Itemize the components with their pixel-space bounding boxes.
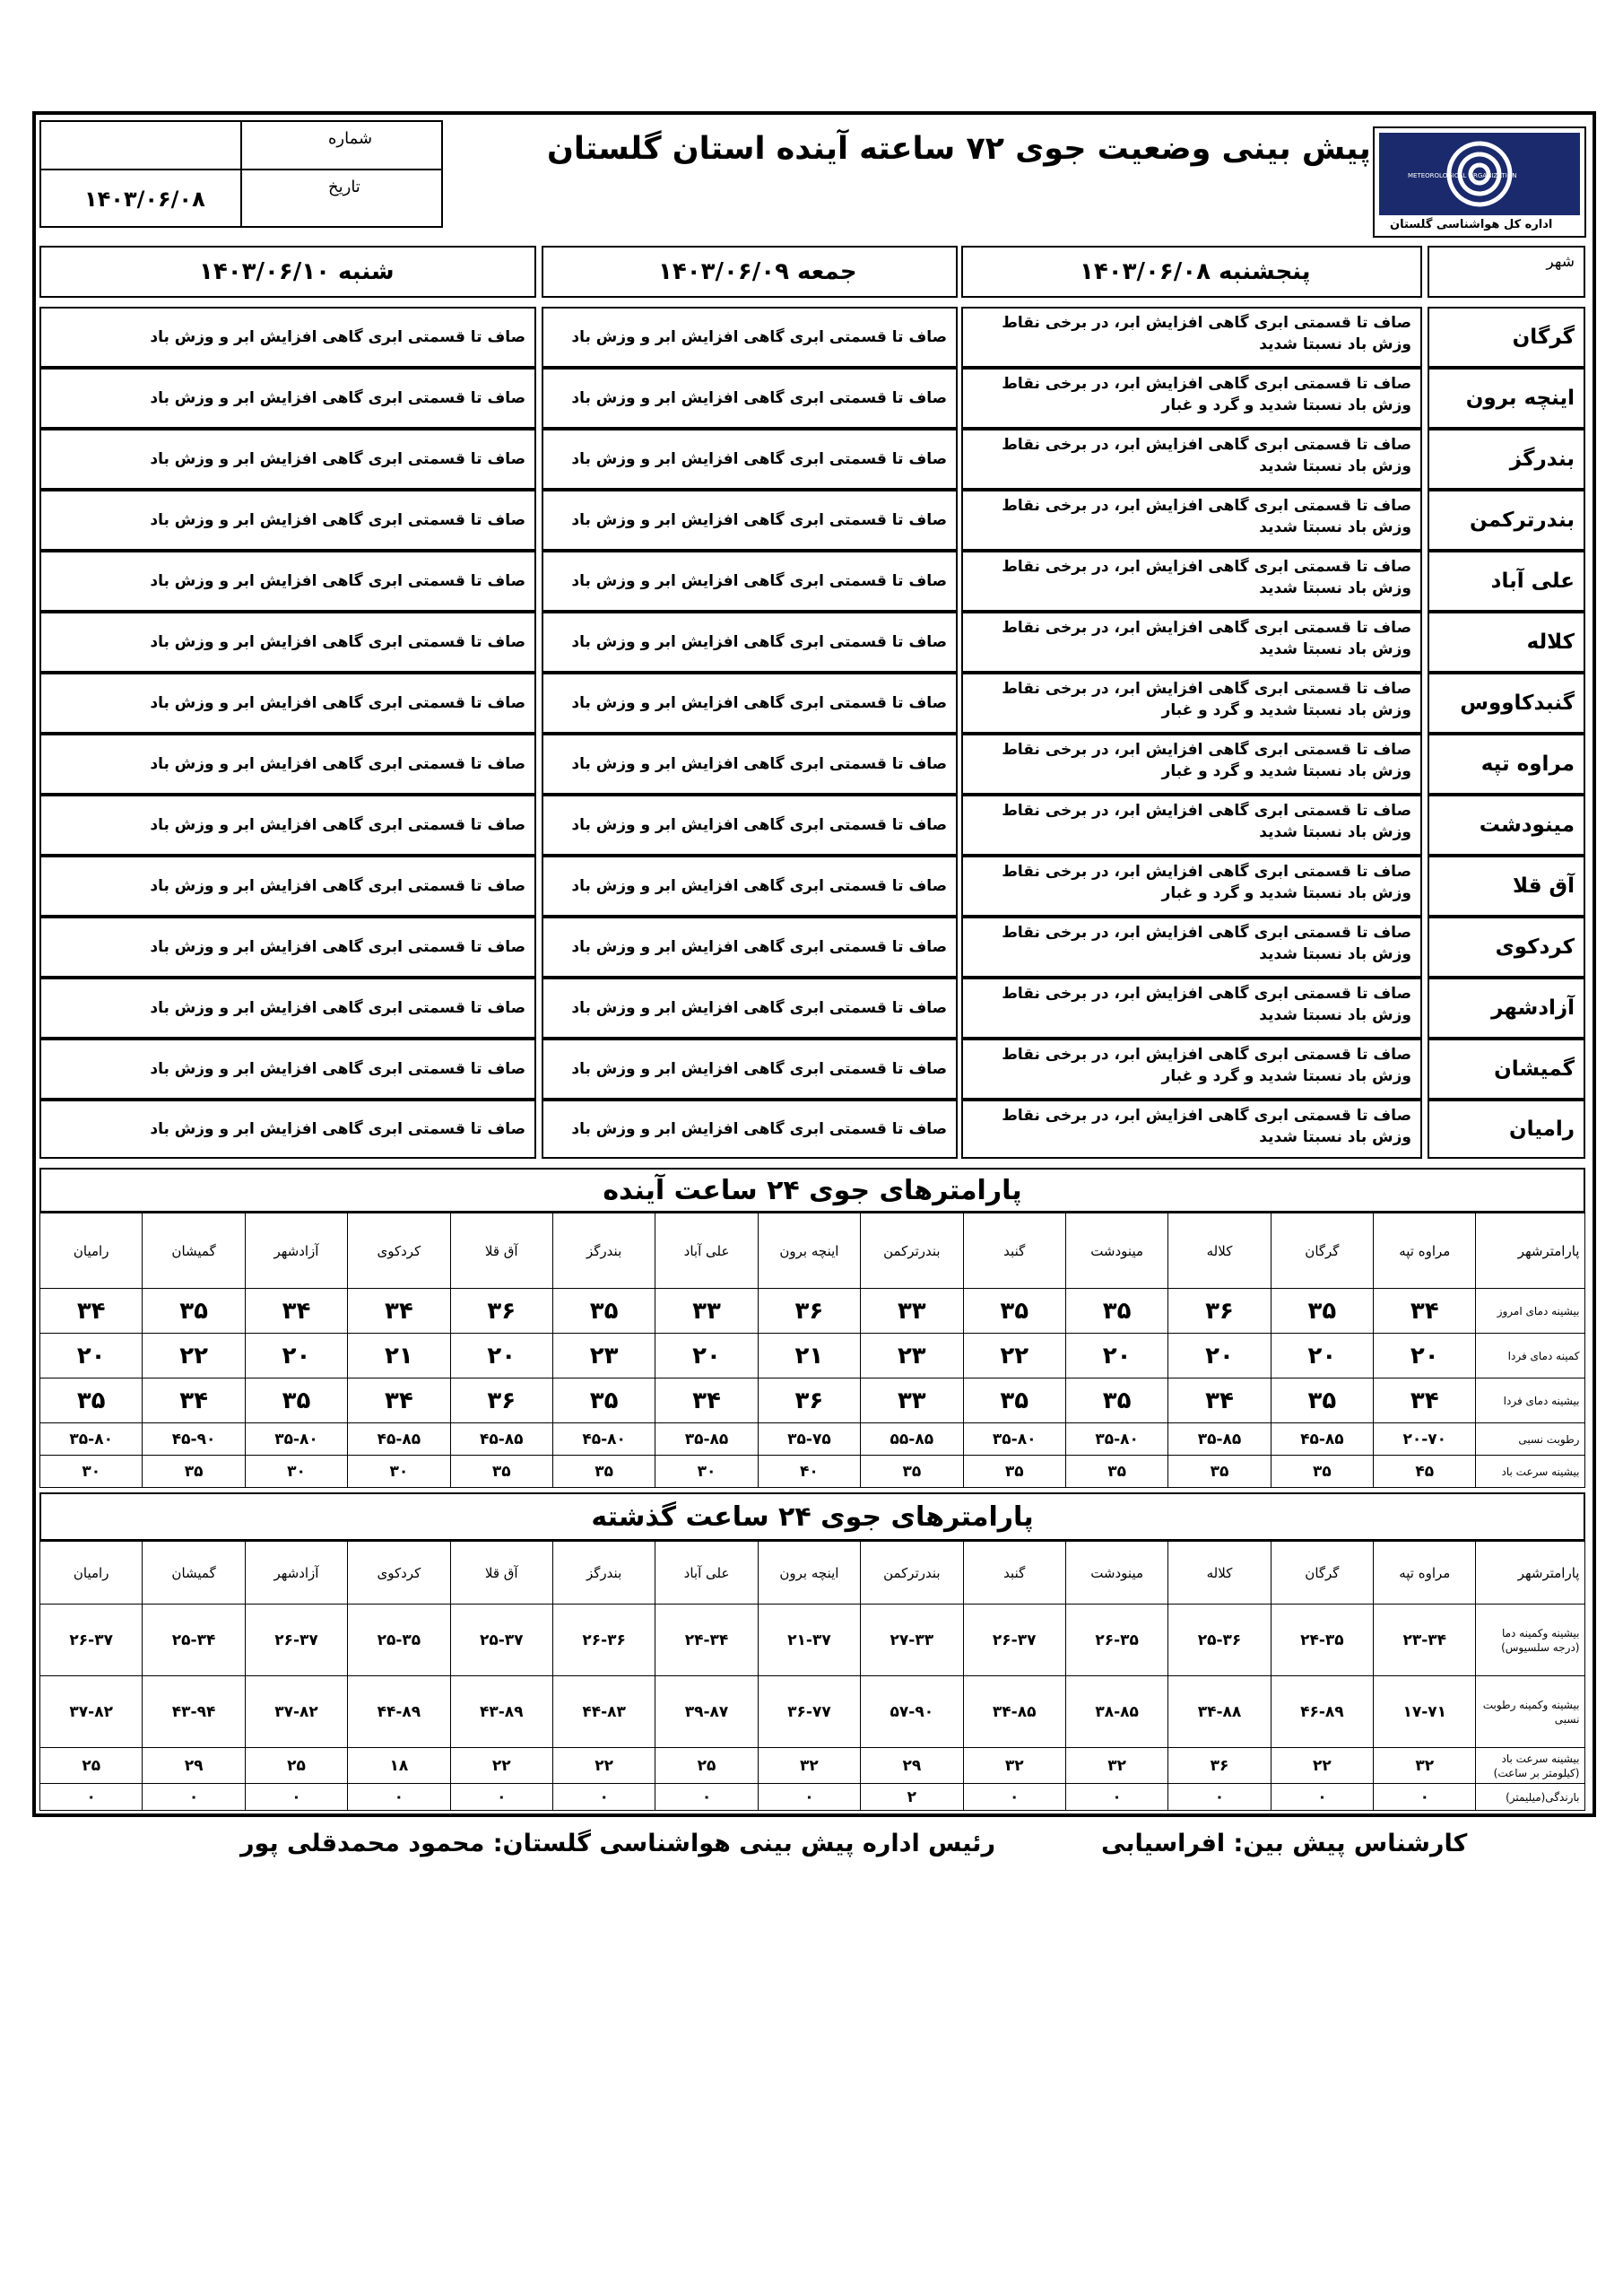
value-cell: ۳۵ xyxy=(1271,1289,1373,1334)
value-cell: ۴۵-۹۰ xyxy=(143,1423,245,1456)
logo-org-fa: اداره کل هواشناسی گلستان xyxy=(1390,218,1553,231)
forecast-day1: صاف تا قسمتی ابری گاهی افزایش ابر، در برخی نقاط وزش باد نسبتا شدید xyxy=(961,917,1422,978)
value-cell: ۲۵-۳۵ xyxy=(348,1605,450,1676)
value-cell: ۳۵ xyxy=(963,1456,1065,1488)
next24-table xyxy=(39,1213,1585,1488)
value-cell: ۴۳-۸۹ xyxy=(450,1676,552,1748)
past24-city: مراوه تپه xyxy=(1374,1542,1476,1605)
past24-city: آق قلا xyxy=(450,1542,552,1605)
day-label-2: جمعه ۱۴۰۳/۰۶/۰۹ xyxy=(658,258,857,285)
value-cell: ۰ xyxy=(552,1784,655,1811)
past24-city: گرگان xyxy=(1271,1542,1373,1605)
value-cell: ۴۴-۸۹ xyxy=(348,1676,450,1748)
table-row xyxy=(40,1423,1585,1456)
value-cell: ۲۰ xyxy=(40,1334,143,1378)
past24-corner: پارامترشهر xyxy=(1476,1542,1585,1605)
past24-city: کردکوی xyxy=(348,1542,450,1605)
value-cell: ۲۵ xyxy=(245,1748,347,1784)
value-cell: ۲۹ xyxy=(861,1748,963,1784)
value-cell: ۳۵ xyxy=(552,1378,655,1423)
value-cell: ۳۴ xyxy=(1168,1378,1271,1423)
value-cell: ۰ xyxy=(40,1784,143,1811)
next24-city: گنبد xyxy=(963,1213,1065,1289)
forecast-day2: صاف تا قسمتی ابری گاهی افزایش ابر و وزش باد xyxy=(542,1039,958,1100)
value-cell: ۳۷-۸۲ xyxy=(40,1676,143,1748)
value-cell: ۰ xyxy=(348,1784,450,1811)
forecast-day2: صاف تا قسمتی ابری گاهی افزایش ابر و وزش باد xyxy=(542,1100,958,1159)
past24-table xyxy=(39,1541,1585,1811)
value-cell: ۳۴ xyxy=(40,1289,143,1334)
value-cell: ۲۰ xyxy=(245,1334,347,1378)
forecast-day3: صاف تا قسمتی ابری گاهی افزایش ابر و وزش باد xyxy=(39,673,536,734)
forecast-day2: صاف تا قسمتی ابری گاهی افزایش ابر و وزش باد xyxy=(542,368,958,429)
table-row xyxy=(40,1289,1585,1334)
row-label: بارندگی(میلیمتر) xyxy=(1476,1784,1585,1811)
value-cell: ۲۶-۳۷ xyxy=(40,1605,143,1676)
value-cell: ۰ xyxy=(758,1784,860,1811)
value-cell: ۲۲ xyxy=(963,1334,1065,1378)
next24-city: کردکوی xyxy=(348,1213,450,1289)
forecast-day3: صاف تا قسمتی ابری گاهی افزایش ابر و وزش باد xyxy=(39,307,536,368)
value-cell: ۳۷-۸۲ xyxy=(245,1676,347,1748)
forecast-day3: صاف تا قسمتی ابری گاهی افزایش ابر و وزش باد xyxy=(39,1100,536,1159)
city-header xyxy=(1428,246,1585,298)
value-cell: ۴۳-۹۴ xyxy=(143,1676,245,1748)
past24-city: رامیان xyxy=(40,1542,143,1605)
forecast-city: آق قلا xyxy=(1428,856,1585,917)
value-cell: ۴۰ xyxy=(758,1456,860,1488)
value-cell: ۳۲ xyxy=(1374,1748,1476,1784)
value-cell: ۳۴ xyxy=(1374,1378,1476,1423)
forecast-day1: صاف تا قسمتی ابری گاهی افزایش ابر، در برخی نقاط وزش باد نسبتا شدید و گرد و غبار xyxy=(961,856,1422,917)
forecast-city: مراوه تپه xyxy=(1428,734,1585,795)
forecast-day2: صاف تا قسمتی ابری گاهی افزایش ابر و وزش باد xyxy=(542,917,958,978)
value-cell: ۲۱ xyxy=(348,1334,450,1378)
past24-city: اینچه برون xyxy=(758,1542,860,1605)
forecast-day3: صاف تا قسمتی ابری گاهی افزایش ابر و وزش باد xyxy=(39,795,536,856)
value-cell: ۲۵ xyxy=(655,1748,758,1784)
value-cell: ۳۶ xyxy=(450,1378,552,1423)
past24-city: بندرترکمن xyxy=(861,1542,963,1605)
forecast-city: علی آباد xyxy=(1428,551,1585,612)
value-cell: ۳۵ xyxy=(1065,1456,1167,1488)
value-cell: ۴۶-۸۹ xyxy=(1271,1676,1373,1748)
value-cell: ۵۷-۹۰ xyxy=(861,1676,963,1748)
forecast-day1: صاف تا قسمتی ابری گاهی افزایش ابر، در برخی نقاط وزش باد نسبتا شدید و گرد و غبار xyxy=(961,1039,1422,1100)
page-title: پیش بینی وضعیت جوی ۷۲ ساعته آینده استان گلستان xyxy=(547,131,1371,167)
value-cell: ۳۵ xyxy=(245,1378,347,1423)
value-cell: ۳۰ xyxy=(655,1456,758,1488)
value-cell: ۲۶-۳۷ xyxy=(245,1605,347,1676)
row-label: بیشینه دمای امروز xyxy=(1476,1289,1585,1334)
value-cell: ۲۰ xyxy=(655,1334,758,1378)
value-cell: ۴۵-۸۰ xyxy=(552,1423,655,1456)
row-label: بیشینه سرعت باد (کیلومتر بر ساعت) xyxy=(1476,1748,1585,1784)
next24-city: گمیشان xyxy=(143,1213,245,1289)
next24-city: علی آباد xyxy=(655,1213,758,1289)
value-cell: ۲۱ xyxy=(758,1334,860,1378)
table-row xyxy=(40,1378,1585,1423)
forecast-day1: صاف تا قسمتی ابری گاهی افزایش ابر، در برخی نقاط وزش باد نسبتا شدید xyxy=(961,612,1422,673)
forecaster-signature: کارشناس پیش بین: افراسیابی xyxy=(1101,1830,1468,1857)
value-cell: ۲۹ xyxy=(143,1748,245,1784)
value-cell: ۰ xyxy=(655,1784,758,1811)
next24-city: گرگان xyxy=(1271,1213,1373,1289)
forecast-city: بندرترکمن xyxy=(1428,490,1585,551)
value-cell: ۲۵ xyxy=(40,1748,143,1784)
row-label: بیشینه سرعت باد xyxy=(1476,1456,1585,1488)
row-label: بیشینه وکمینه دما (درجه سلسیوس) xyxy=(1476,1605,1585,1676)
next24-city: آق قلا xyxy=(450,1213,552,1289)
value-cell: ۰ xyxy=(1168,1784,1271,1811)
day-header-2 xyxy=(542,246,958,298)
value-cell: ۳۵ xyxy=(1271,1456,1373,1488)
forecast-day2: صاف تا قسمتی ابری گاهی افزایش ابر و وزش باد xyxy=(542,429,958,490)
table-row xyxy=(40,1748,1585,1784)
value-cell: ۳۵-۸۵ xyxy=(655,1423,758,1456)
value-cell: ۳۶ xyxy=(1168,1748,1271,1784)
value-cell: ۳۵ xyxy=(1065,1378,1167,1423)
forecast-day2: صاف تا قسمتی ابری گاهی افزایش ابر و وزش باد xyxy=(542,978,958,1039)
value-cell: ۳۵-۸۰ xyxy=(40,1423,143,1456)
forecast-day2: صاف تا قسمتی ابری گاهی افزایش ابر و وزش باد xyxy=(542,307,958,368)
value-cell: ۲۰ xyxy=(1374,1334,1476,1378)
value-cell: ۳۶ xyxy=(450,1289,552,1334)
forecast-day3: صاف تا قسمتی ابری گاهی افزایش ابر و وزش باد xyxy=(39,917,536,978)
forecast-day1: صاف تا قسمتی ابری گاهی افزایش ابر، در برخی نقاط وزش باد نسبتا شدید xyxy=(961,490,1422,551)
value-cell: ۰ xyxy=(1374,1784,1476,1811)
forecast-city: گمیشان xyxy=(1428,1039,1585,1100)
forecast-day1: صاف تا قسمتی ابری گاهی افزایش ابر، در برخی نقاط وزش باد نسبتا شدید xyxy=(961,551,1422,612)
value-cell: ۰ xyxy=(1271,1784,1373,1811)
forecast-day2: صاف تا قسمتی ابری گاهی افزایش ابر و وزش باد xyxy=(542,551,958,612)
next24-title-box xyxy=(39,1168,1585,1213)
value-cell: ۲۰ xyxy=(450,1334,552,1378)
forecast-day3: صاف تا قسمتی ابری گاهی افزایش ابر و وزش باد xyxy=(39,856,536,917)
forecast-day3: صاف تا قسمتی ابری گاهی افزایش ابر و وزش باد xyxy=(39,734,536,795)
value-cell: ۲۳-۳۴ xyxy=(1374,1605,1476,1676)
value-cell: ۳۵-۸۵ xyxy=(1168,1423,1271,1456)
forecast-day3: صاف تا قسمتی ابری گاهی افزایش ابر و وزش باد xyxy=(39,978,536,1039)
past24-city: آزادشهر xyxy=(245,1542,347,1605)
day-label-1: پنجشنبه ۱۴۰۳/۰۶/۰۸ xyxy=(1080,258,1311,285)
forecast-day3: صاف تا قسمتی ابری گاهی افزایش ابر و وزش باد xyxy=(39,551,536,612)
value-cell: ۳۵ xyxy=(1065,1289,1167,1334)
next24-city: کلاله xyxy=(1168,1213,1271,1289)
value-cell: ۳۵-۸۰ xyxy=(1065,1423,1167,1456)
past24-city: بندرگز xyxy=(552,1542,655,1605)
day-label-3: شنبه ۱۴۰۳/۰۶/۱۰ xyxy=(199,258,395,285)
value-cell: ۳۴-۸۵ xyxy=(963,1676,1065,1748)
value-cell: ۴۵-۸۵ xyxy=(450,1423,552,1456)
value-cell: ۰ xyxy=(963,1784,1065,1811)
value-cell: ۲۵-۳۶ xyxy=(1168,1605,1271,1676)
value-cell: ۳۴-۸۸ xyxy=(1168,1676,1271,1748)
value-cell: ۰ xyxy=(450,1784,552,1811)
value-cell: ۳۴ xyxy=(348,1378,450,1423)
forecast-city: کلاله xyxy=(1428,612,1585,673)
past24-city: مینودشت xyxy=(1065,1542,1167,1605)
value-cell: ۲۰ xyxy=(1065,1334,1167,1378)
value-cell: ۳۴ xyxy=(655,1378,758,1423)
number-box xyxy=(240,120,443,170)
value-cell: ۳۳ xyxy=(861,1289,963,1334)
table-row xyxy=(40,1676,1585,1748)
value-cell: ۳۵ xyxy=(861,1456,963,1488)
past24-city: گمیشان xyxy=(143,1542,245,1605)
table-row xyxy=(40,1605,1585,1676)
value-cell: ۳۵-۷۵ xyxy=(758,1423,860,1456)
forecast-city: کردکوی xyxy=(1428,917,1585,978)
number-label: شماره xyxy=(328,129,373,148)
value-cell: ۴۵-۸۵ xyxy=(1271,1423,1373,1456)
row-label: کمینه دمای فردا xyxy=(1476,1334,1585,1378)
value-cell: ۳۵ xyxy=(1168,1456,1271,1488)
meteorological-organization-logo xyxy=(1372,126,1587,239)
day-header-1 xyxy=(961,246,1422,298)
next24-city: آزادشهر xyxy=(245,1213,347,1289)
value-cell: ۳۵ xyxy=(40,1378,143,1423)
date-value: ۱۴۰۳/۰۶/۰۸ xyxy=(84,187,205,212)
next24-city: اینچه برون xyxy=(758,1213,860,1289)
value-cell: ۲۴-۳۵ xyxy=(1271,1605,1373,1676)
value-cell: ۳۵ xyxy=(1271,1378,1373,1423)
value-cell: ۳۲ xyxy=(758,1748,860,1784)
value-cell: ۵۵-۸۵ xyxy=(861,1423,963,1456)
forecast-day1: صاف تا قسمتی ابری گاهی افزایش ابر، در برخی نقاط وزش باد نسبتا شدید xyxy=(961,1100,1422,1159)
forecast-day3: صاف تا قسمتی ابری گاهی افزایش ابر و وزش باد xyxy=(39,429,536,490)
date-label: تاریخ xyxy=(328,178,360,196)
value-cell: ۳۶ xyxy=(758,1378,860,1423)
value-cell: ۳۶ xyxy=(758,1289,860,1334)
head-signature: رئیس اداره پیش بینی هواشناسی گلستان: محمود محمدقلی پور xyxy=(240,1830,995,1857)
value-cell: ۲۲ xyxy=(143,1334,245,1378)
forecast-day1: صاف تا قسمتی ابری گاهی افزایش ابر، در برخی نقاط وزش باد نسبتا شدید xyxy=(961,307,1422,368)
next24-title: پارامترهای جوی ۲۴ ساعت آینده xyxy=(603,1175,1022,1206)
past24-city: گنبد xyxy=(963,1542,1065,1605)
value-cell: ۳۵ xyxy=(963,1289,1065,1334)
value-cell: ۳۴ xyxy=(245,1289,347,1334)
forecast-day2: صاف تا قسمتی ابری گاهی افزایش ابر و وزش باد xyxy=(542,734,958,795)
value-cell: ۲۳ xyxy=(861,1334,963,1378)
past24-title: پارامترهای جوی ۲۴ ساعت گذشته xyxy=(591,1501,1034,1533)
value-cell: ۳۲ xyxy=(1065,1748,1167,1784)
table-row xyxy=(40,1334,1585,1378)
value-cell: ۳۵ xyxy=(143,1289,245,1334)
value-cell: ۲۶-۳۵ xyxy=(1065,1605,1167,1676)
next24-city: مینودشت xyxy=(1065,1213,1167,1289)
value-cell: ۰ xyxy=(245,1784,347,1811)
forecast-day1: صاف تا قسمتی ابری گاهی افزایش ابر، در برخی نقاط وزش باد نسبتا شدید و گرد و غبار xyxy=(961,734,1422,795)
value-cell: ۳۴ xyxy=(1374,1289,1476,1334)
forecast-city: رامیان xyxy=(1428,1100,1585,1159)
value-cell: ۲۵-۳۴ xyxy=(143,1605,245,1676)
forecast-city: گنبدکاووس xyxy=(1428,673,1585,734)
value-cell: ۲۱-۳۷ xyxy=(758,1605,860,1676)
date-value-box xyxy=(39,169,242,228)
forecast-day1: صاف تا قسمتی ابری گاهی افزایش ابر، در برخی نقاط وزش باد نسبتا شدید xyxy=(961,429,1422,490)
row-label: بیشینه دمای فردا xyxy=(1476,1378,1585,1423)
table-row xyxy=(40,1456,1585,1488)
next24-city: بندرترکمن xyxy=(861,1213,963,1289)
value-cell: ۱۸ xyxy=(348,1748,450,1784)
forecast-city: مینودشت xyxy=(1428,795,1585,856)
value-cell: ۴۵ xyxy=(1374,1456,1476,1488)
value-cell: ۳۵ xyxy=(450,1456,552,1488)
city-column-label: شهر xyxy=(1546,253,1575,271)
forecast-city: گرگان xyxy=(1428,307,1585,368)
value-cell: ۳۶ xyxy=(1168,1289,1271,1334)
value-cell: ۳۳ xyxy=(861,1378,963,1423)
row-label: رطوبت نسبی xyxy=(1476,1423,1585,1456)
forecast-day1: صاف تا قسمتی ابری گاهی افزایش ابر، در برخی نقاط وزش باد نسبتا شدید و گرد و غبار xyxy=(961,368,1422,429)
value-cell: ۳۴ xyxy=(143,1378,245,1423)
row-label: بیشینه وکمینه رطوبت نسبی xyxy=(1476,1676,1585,1748)
value-cell: ۲۲ xyxy=(552,1748,655,1784)
value-cell: ۰ xyxy=(1065,1784,1167,1811)
value-cell: ۳۵-۸۰ xyxy=(245,1423,347,1456)
next24-city: رامیان xyxy=(40,1213,143,1289)
forecast-day3: صاف تا قسمتی ابری گاهی افزایش ابر و وزش باد xyxy=(39,368,536,429)
logo-org-en: METEOROLOGICAL ORGANIZATION xyxy=(1408,172,1517,179)
value-cell: ۲۲ xyxy=(450,1748,552,1784)
value-cell: ۲۶-۳۶ xyxy=(552,1605,655,1676)
value-cell: ۰ xyxy=(143,1784,245,1811)
forecast-day2: صاف تا قسمتی ابری گاهی افزایش ابر و وزش باد xyxy=(542,673,958,734)
value-cell: ۳۵-۸۰ xyxy=(963,1423,1065,1456)
value-cell: ۲ xyxy=(861,1784,963,1811)
past24-title-box xyxy=(39,1492,1585,1541)
day-header-3 xyxy=(39,246,536,298)
value-cell: ۲۶-۳۷ xyxy=(963,1605,1065,1676)
forecast-city: اینچه برون xyxy=(1428,368,1585,429)
value-cell: ۳۵ xyxy=(963,1378,1065,1423)
value-cell: ۳۹-۸۷ xyxy=(655,1676,758,1748)
forecast-city: بندرگز xyxy=(1428,429,1585,490)
forecast-city: آزادشهر xyxy=(1428,978,1585,1039)
value-cell: ۳۰ xyxy=(40,1456,143,1488)
forecast-day2: صاف تا قسمتی ابری گاهی افزایش ابر و وزش باد xyxy=(542,856,958,917)
value-cell: ۲۲ xyxy=(1271,1748,1373,1784)
value-cell: ۴۵-۸۵ xyxy=(348,1423,450,1456)
value-cell: ۳۵ xyxy=(552,1456,655,1488)
value-cell: ۲۳ xyxy=(552,1334,655,1378)
value-cell: ۲۰-۷۰ xyxy=(1374,1423,1476,1456)
forecast-day1: صاف تا قسمتی ابری گاهی افزایش ابر، در برخی نقاط وزش باد نسبتا شدید xyxy=(961,795,1422,856)
value-cell: ۳۰ xyxy=(348,1456,450,1488)
value-cell: ۲۰ xyxy=(1271,1334,1373,1378)
value-cell: ۳۴ xyxy=(348,1289,450,1334)
next24-corner: پارامترشهر xyxy=(1476,1213,1585,1289)
value-cell: ۳۰ xyxy=(245,1456,347,1488)
value-cell: ۳۲ xyxy=(963,1748,1065,1784)
forecast-day2: صاف تا قسمتی ابری گاهی افزایش ابر و وزش باد xyxy=(542,795,958,856)
past24-city: علی آباد xyxy=(655,1542,758,1605)
past24-city: کلاله xyxy=(1168,1542,1271,1605)
value-cell: ۲۴-۳۴ xyxy=(655,1605,758,1676)
next24-city: مراوه تپه xyxy=(1374,1213,1476,1289)
value-cell: ۳۵ xyxy=(143,1456,245,1488)
forecast-day1: صاف تا قسمتی ابری گاهی افزایش ابر، در برخی نقاط وزش باد نسبتا شدید xyxy=(961,978,1422,1039)
blank-box xyxy=(39,120,242,170)
value-cell: ۲۷-۳۳ xyxy=(861,1605,963,1676)
value-cell: ۴۴-۸۳ xyxy=(552,1676,655,1748)
forecast-day2: صاف تا قسمتی ابری گاهی افزایش ابر و وزش باد xyxy=(542,612,958,673)
value-cell: ۲۵-۳۷ xyxy=(450,1605,552,1676)
value-cell: ۲۰ xyxy=(1168,1334,1271,1378)
value-cell: ۳۸-۸۵ xyxy=(1065,1676,1167,1748)
forecast-day3: صاف تا قسمتی ابری گاهی افزایش ابر و وزش باد xyxy=(39,490,536,551)
forecast-day1: صاف تا قسمتی ابری گاهی افزایش ابر، در برخی نقاط وزش باد نسبتا شدید و گرد و غبار xyxy=(961,673,1422,734)
forecast-day3: صاف تا قسمتی ابری گاهی افزایش ابر و وزش باد xyxy=(39,612,536,673)
value-cell: ۳۶-۷۷ xyxy=(758,1676,860,1748)
date-label-box xyxy=(240,169,443,228)
forecast-day3: صاف تا قسمتی ابری گاهی افزایش ابر و وزش باد xyxy=(39,1039,536,1100)
value-cell: ۱۷-۷۱ xyxy=(1374,1676,1476,1748)
value-cell: ۳۵ xyxy=(552,1289,655,1334)
next24-city: بندرگز xyxy=(552,1213,655,1289)
forecast-day2: صاف تا قسمتی ابری گاهی افزایش ابر و وزش باد xyxy=(542,490,958,551)
value-cell: ۳۳ xyxy=(655,1289,758,1334)
table-row xyxy=(40,1784,1585,1811)
